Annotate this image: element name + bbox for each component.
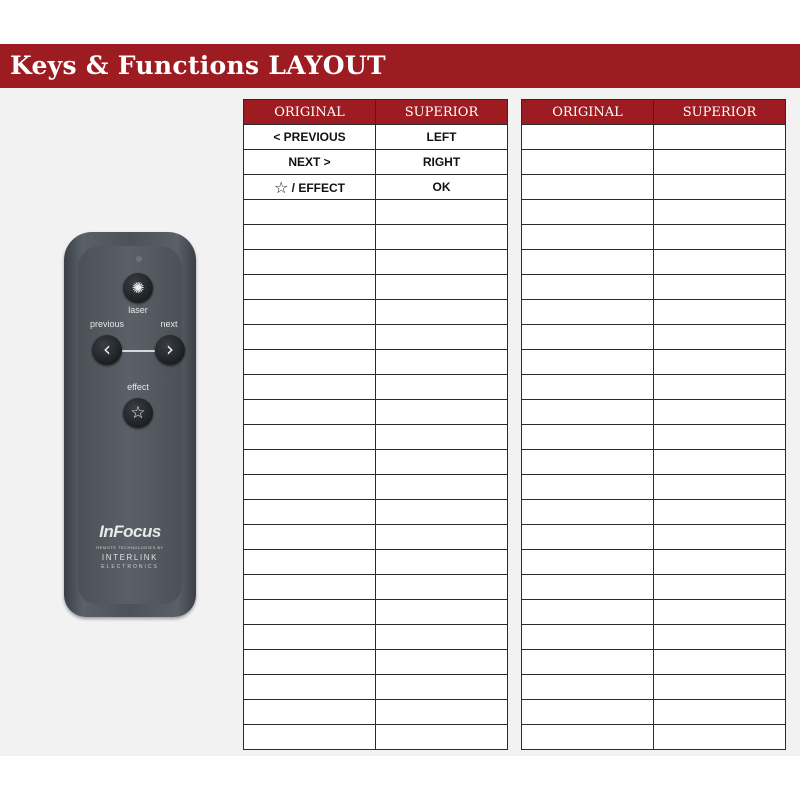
cell-superior xyxy=(654,200,786,225)
table-row xyxy=(244,675,508,700)
table-row xyxy=(244,550,508,575)
column-header-original: ORIGINAL xyxy=(522,100,654,125)
table-row xyxy=(522,700,786,725)
cell-superior xyxy=(376,325,508,350)
table-row xyxy=(244,300,508,325)
table-row xyxy=(522,400,786,425)
cell-original xyxy=(244,725,376,750)
cell-original xyxy=(244,400,376,425)
remote-face xyxy=(78,246,182,604)
table-row xyxy=(244,575,508,600)
cell-original xyxy=(522,650,654,675)
table-row xyxy=(522,475,786,500)
table-row xyxy=(522,250,786,275)
cell-original xyxy=(244,350,376,375)
table-row xyxy=(522,150,786,175)
cell-original xyxy=(522,675,654,700)
table-row xyxy=(244,525,508,550)
cell-original xyxy=(522,575,654,600)
cell-original xyxy=(522,175,654,200)
table-header-row xyxy=(522,100,786,125)
table-row xyxy=(244,250,508,275)
table-row xyxy=(522,650,786,675)
cell-superior xyxy=(654,475,786,500)
cell-superior xyxy=(654,675,786,700)
cell-superior xyxy=(654,600,786,625)
cell-superior xyxy=(376,650,508,675)
cell-superior xyxy=(654,450,786,475)
table-row xyxy=(522,525,786,550)
table-row xyxy=(244,425,508,450)
cell-original xyxy=(522,525,654,550)
cell-superior xyxy=(376,625,508,650)
table-row xyxy=(522,725,786,750)
table-row xyxy=(522,300,786,325)
table-row xyxy=(244,350,508,375)
cell-superior xyxy=(654,550,786,575)
table-row xyxy=(522,325,786,350)
table-row xyxy=(522,575,786,600)
cell-original xyxy=(522,300,654,325)
cell-original xyxy=(244,375,376,400)
table-row xyxy=(522,200,786,225)
cell-original xyxy=(522,275,654,300)
table-row xyxy=(522,550,786,575)
cell-original xyxy=(244,600,376,625)
table-row xyxy=(522,275,786,300)
column-header-superior: SUPERIOR xyxy=(654,100,786,125)
brand-logo: InFocus xyxy=(99,522,161,541)
table-row xyxy=(522,500,786,525)
remote-control-image xyxy=(64,232,196,617)
cell-superior xyxy=(376,450,508,475)
column-header-original: ORIGINAL xyxy=(244,100,376,125)
next-label: next xyxy=(160,319,178,329)
nav-divider xyxy=(122,350,155,352)
cell-original xyxy=(244,225,376,250)
cell-superior xyxy=(654,175,786,200)
table-row xyxy=(244,175,508,200)
table-row xyxy=(244,125,508,150)
table-row xyxy=(244,375,508,400)
cell-original xyxy=(244,675,376,700)
cell-superior xyxy=(376,575,508,600)
cell-superior xyxy=(654,250,786,275)
table-row xyxy=(244,325,508,350)
cell-superior xyxy=(654,525,786,550)
cell-superior xyxy=(376,725,508,750)
star-icon: ☆ xyxy=(273,177,289,197)
table-row xyxy=(244,450,508,475)
cell-original xyxy=(522,500,654,525)
cell-superior xyxy=(376,375,508,400)
cell-superior xyxy=(654,625,786,650)
table-row xyxy=(244,400,508,425)
cell-original xyxy=(244,650,376,675)
cell-superior xyxy=(376,600,508,625)
cell-original xyxy=(522,200,654,225)
cell-text: / EFFECT xyxy=(291,180,346,195)
effect-label: effect xyxy=(127,382,149,392)
table-row xyxy=(244,700,508,725)
table-row xyxy=(244,200,508,225)
cell-superior xyxy=(654,125,786,150)
cell-original xyxy=(244,475,376,500)
table-row xyxy=(522,125,786,150)
table-row xyxy=(522,375,786,400)
cell-original xyxy=(522,700,654,725)
table-row xyxy=(244,275,508,300)
cell-original xyxy=(244,325,376,350)
cell-superior xyxy=(654,350,786,375)
cell-superior xyxy=(654,300,786,325)
table-row xyxy=(244,500,508,525)
cell-original xyxy=(244,275,376,300)
previous-label: previous xyxy=(89,319,125,329)
cell-superior xyxy=(654,500,786,525)
cell-original xyxy=(244,525,376,550)
table-header-row xyxy=(244,100,508,125)
table-row xyxy=(244,150,508,175)
table-row xyxy=(244,650,508,675)
cell-superior xyxy=(376,550,508,575)
table-row xyxy=(522,425,786,450)
table-row xyxy=(522,675,786,700)
cell-superior xyxy=(376,425,508,450)
cell-original xyxy=(522,150,654,175)
cell-original xyxy=(244,500,376,525)
cell-superior xyxy=(376,350,508,375)
table-row xyxy=(522,625,786,650)
table-row xyxy=(244,225,508,250)
cell-original xyxy=(522,375,654,400)
cell-superior xyxy=(654,150,786,175)
cell-superior: RIGHT xyxy=(376,150,508,175)
cell-superior xyxy=(654,650,786,675)
cell-original xyxy=(522,125,654,150)
cell-original xyxy=(244,175,376,200)
cell-superior xyxy=(376,700,508,725)
table-row xyxy=(522,225,786,250)
cell-original xyxy=(522,725,654,750)
table-row xyxy=(244,725,508,750)
next-button: › xyxy=(155,335,185,365)
table-row xyxy=(522,175,786,200)
table-row xyxy=(522,450,786,475)
cell-original xyxy=(522,250,654,275)
cell-superior xyxy=(376,475,508,500)
cell-superior xyxy=(376,300,508,325)
ir-window-icon xyxy=(136,256,142,262)
laser-label: laser xyxy=(128,305,148,315)
cell-superior xyxy=(654,225,786,250)
maker-subtitle: ELECTRONICS xyxy=(101,564,159,570)
cell-superior xyxy=(654,400,786,425)
cell-superior xyxy=(376,500,508,525)
cell-superior xyxy=(654,700,786,725)
laser-button: ✺ xyxy=(123,273,153,303)
cell-superior xyxy=(654,375,786,400)
cell-original xyxy=(522,625,654,650)
brand-tagline: REMOTE TECHNOLOGIES BY xyxy=(96,545,164,550)
cell-superior xyxy=(654,425,786,450)
cell-superior xyxy=(654,575,786,600)
cell-original xyxy=(522,425,654,450)
page-title: Keys & Functions LAYOUT xyxy=(0,44,800,88)
cell-original xyxy=(244,575,376,600)
table-row xyxy=(522,600,786,625)
cell-original xyxy=(244,450,376,475)
cell-superior xyxy=(376,275,508,300)
cell-original xyxy=(522,350,654,375)
cell-superior xyxy=(376,250,508,275)
cell-original xyxy=(244,425,376,450)
cell-original: < PREVIOUS xyxy=(244,125,376,150)
cell-original xyxy=(522,450,654,475)
table-row xyxy=(244,600,508,625)
cell-original xyxy=(244,200,376,225)
table-row xyxy=(244,625,508,650)
cell-original xyxy=(522,475,654,500)
cell-original xyxy=(244,700,376,725)
cell-original: NEXT > xyxy=(244,150,376,175)
cell-original xyxy=(522,550,654,575)
cell-superior xyxy=(654,275,786,300)
cell-original xyxy=(522,400,654,425)
cell-superior xyxy=(376,400,508,425)
column-header-superior: SUPERIOR xyxy=(376,100,508,125)
cell-superior xyxy=(376,675,508,700)
cell-original xyxy=(244,625,376,650)
cell-superior xyxy=(654,725,786,750)
cell-original xyxy=(244,550,376,575)
table-row xyxy=(244,475,508,500)
key-mapping-table-left xyxy=(243,99,508,750)
cell-superior: OK xyxy=(376,175,508,200)
table-row xyxy=(522,350,786,375)
effect-button: ☆ xyxy=(123,398,153,428)
cell-original xyxy=(522,600,654,625)
previous-button: ‹ xyxy=(92,335,122,365)
cell-original xyxy=(522,225,654,250)
cell-original xyxy=(522,325,654,350)
cell-original xyxy=(244,250,376,275)
cell-superior xyxy=(376,200,508,225)
cell-superior xyxy=(376,525,508,550)
cell-superior xyxy=(654,325,786,350)
cell-superior xyxy=(376,225,508,250)
cell-original xyxy=(244,300,376,325)
cell-superior: LEFT xyxy=(376,125,508,150)
maker-logo: INTERLINK xyxy=(101,553,159,562)
key-mapping-table-right xyxy=(521,99,786,750)
